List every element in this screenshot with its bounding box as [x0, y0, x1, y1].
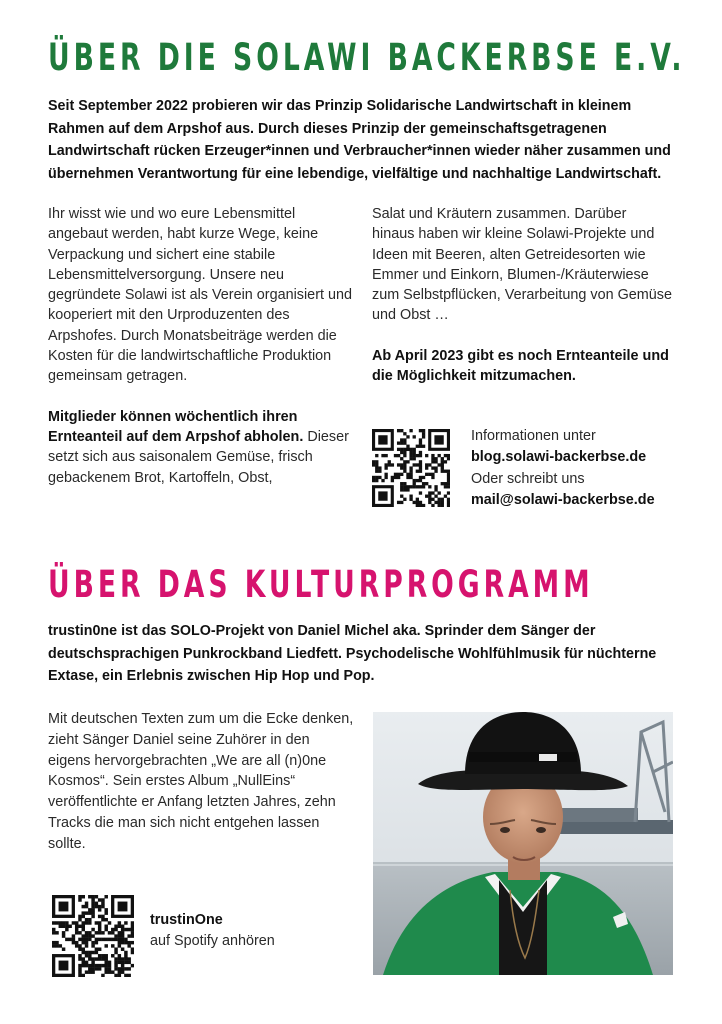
kultur-intro: trustin0ne ist das SOLO-Projekt von Daniel Michel aka. Sprinder dem Sänger der deutschsprachigen Punkrockband Liedfett. Psychodelische Wohlfühlmusik für nüchterne Extase, ein Erlebnis zwischen Hip Hop und Pop. [48, 623, 657, 684]
artist-name: trustinOne [150, 912, 223, 928]
share-highlight: Mitglieder können wöchentlich ihren Ernteanteil auf dem Arpshof abholen. [48, 408, 304, 445]
qr-code-spotify[interactable] [52, 895, 134, 977]
solawi-contact [471, 426, 701, 510]
section-title-solawi: ÜBER DIE SOLAWI BACKERBSE E.V. [48, 36, 686, 79]
solawi-column-left [48, 204, 354, 488]
signup-note: Ab April 2023 gibt es noch Ernteanteile und die Möglichkeit mitzumachen. [372, 347, 669, 385]
qr-code-solawi[interactable] [372, 429, 450, 507]
blog-link[interactable]: blog.solawi-backerbse.de [471, 448, 647, 465]
solawi-paragraph: Ihr wisst wie und wo eure Lebensmittel angebaut werden, habt kurze Wege, keine Verpackung und sichert eine stabile Lebensmittelversorgung. Unsere neu gegründete Solawi ist als Verein organisiert und kooperiert mit den Urproduzenten des Arpshofes. Durch Monatsbeiträge werden die Kosten für die landwirtschaftliche Produktion gemeinsam getragen. [48, 206, 352, 385]
artist-photo [373, 712, 673, 975]
mail-link[interactable]: mail@solawi-backerbse.de [471, 491, 655, 508]
spotify-link-block[interactable] [150, 910, 330, 951]
solawi-paragraph-share [48, 407, 354, 488]
spotify-cta: auf Spotify anhören [150, 932, 275, 949]
section-title-kultur: ÜBER DAS KULTURPROGRAMM [48, 563, 594, 606]
kultur-body: Mit deutschen Texten zum um die Ecke denken, zieht Sänger Daniel seine Zuhörer in den eigens hervorgebrachten „We are all (n)0ne Kosmos“. Sein erstes Album „NullEins“ veröffentlichte er Anfang letzten Jahres, zehn Tracks die man sich nicht entgehen lassen sollte. [48, 711, 354, 852]
share-text: Dieser setzt sich aus saisonalem Gemüse, frisch gebackenem Brot, Kartoffeln, Obst, [48, 428, 349, 486]
solawi-column-right [372, 204, 672, 386]
info-label: Informationen unter [471, 428, 596, 444]
solawi-paragraph-projects: Salat und Kräutern zusammen. Darüber hinaus haben wir kleine Solawi-Projekte und Ideen mit Beeren, alten Getreidesorten wie Emmer und Einkorn, Blumen-/Kräuterwiese zum Selbstpflücken, Verarbeitung von Gemüse und Obst … [372, 206, 672, 324]
mail-label: Oder schreibt uns [471, 471, 585, 487]
solawi-intro: Seit September 2022 probieren wir das Prinzip Solidarische Landwirtschaft in kleinem Rahmen auf dem Arpshof aus. Durch dieses Prinzip der gemeinschaftsgetragenen Landwirtschaft rücken Erzeuger*innen und Verbraucher*innen wieder näher zusammen und übernehmen Verantwortung für eine lebendige, vielfältige und nachhaltige Landwirtschaft. [48, 98, 671, 182]
